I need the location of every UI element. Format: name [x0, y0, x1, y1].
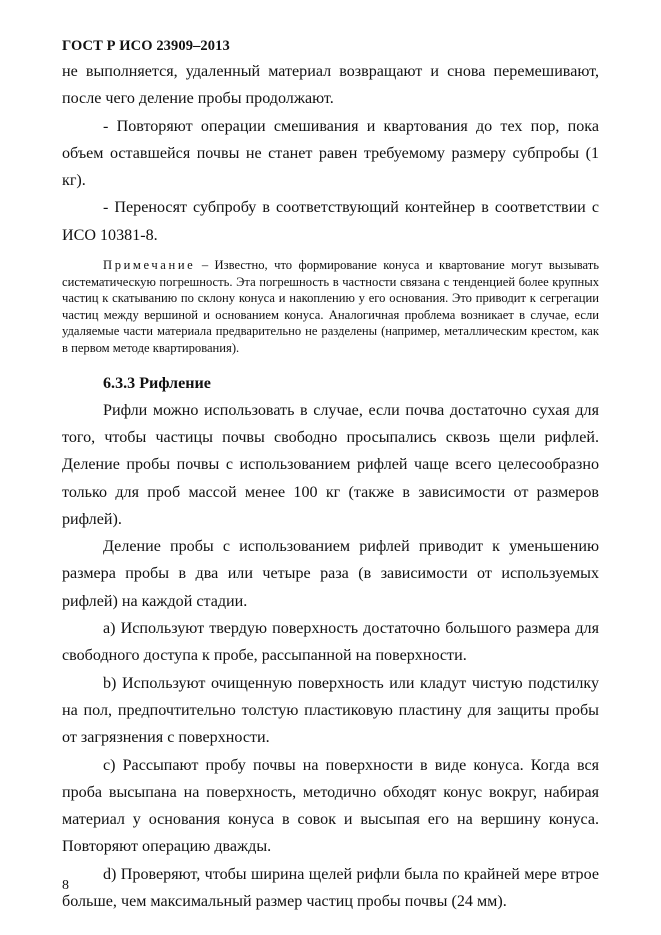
document-header: ГОСТ Р ИСО 23909–2013	[62, 38, 230, 54]
paragraph-transfer-subsample: - Переносят субпробу в соответствующий контейнер в соответствии с ИСО 10381-8.	[62, 199, 599, 244]
note-text: – Известно, что формирование конуса и квартование могут вызывать систематическую погрешность. Эта погрешность в частности связана с тенденцией более крупных частиц к скатыванию по склону конуса и накоплению у его основания. Это приводит к сегрегации частиц между вершиной и основанием конуса. Аналогичная проблема возникает в случае, если удаляемые части материала предварительно не разделены (например, металлическим крестом, как в первом методе квартирования).	[62, 258, 599, 356]
list-item-c: c) Рассыпают пробу почвы на поверхности в виде конуса. Когда вся проба высыпана на поверхность, методично обходят конус вокруг, набирая материал у основания конуса в совок и высыпая его на вершину конуса. Повторяют операцию дважды.	[62, 756, 599, 856]
section-title: 6.3.3 Рифление	[103, 374, 211, 392]
paragraph-riffle-reduction: Деление пробы с использованием рифлей приводит к уменьшению размера пробы в два или четыре раза (в зависимости от используемых рифлей) на каждой стадии.	[62, 538, 599, 610]
paragraph-continuation: не выполняется, удаленный материал возвращают и снова перемешивают, после чего деление пробы продолжают.	[62, 63, 599, 108]
paragraph-riffle-usage: Рифли можно использовать в случае, если почва достаточно сухая для того, чтобы частицы почвы свободно просыпались сквозь щели рифлей. Деление пробы почвы с использованием рифлей чаще всего целесообразно только для проб массой менее 100 кг (также в зависимости от размеров рифлей).	[62, 401, 599, 528]
note-label: Примечание	[103, 258, 196, 273]
page-number: 8	[62, 878, 69, 893]
list-item-a: а) Используют твердую поверхность достаточно большого размера для свободного доступа к пробе, рассыпанной на поверхности.	[62, 620, 599, 665]
list-item-b: b) Используют очищенную поверхность или кладут чистую подстилку на пол, предпочтительно толстую пластиковую пластину для защиты пробы от загрязнения с поверхности.	[62, 674, 599, 747]
note-block	[62, 257, 599, 357]
page-content	[62, 58, 599, 915]
paragraph-repeat-mixing: - Повторяют операции смешивания и квартования до тех пор, пока объем оставшейся почвы не станет равен требуемому размеру субпробы (1 кг).	[62, 117, 599, 190]
list-item-d: d) Проверяют, чтобы ширина щелей рифли была по крайней мере втрое больше, чем максимальный размер частиц пробы почвы (24 мм).	[62, 865, 599, 910]
